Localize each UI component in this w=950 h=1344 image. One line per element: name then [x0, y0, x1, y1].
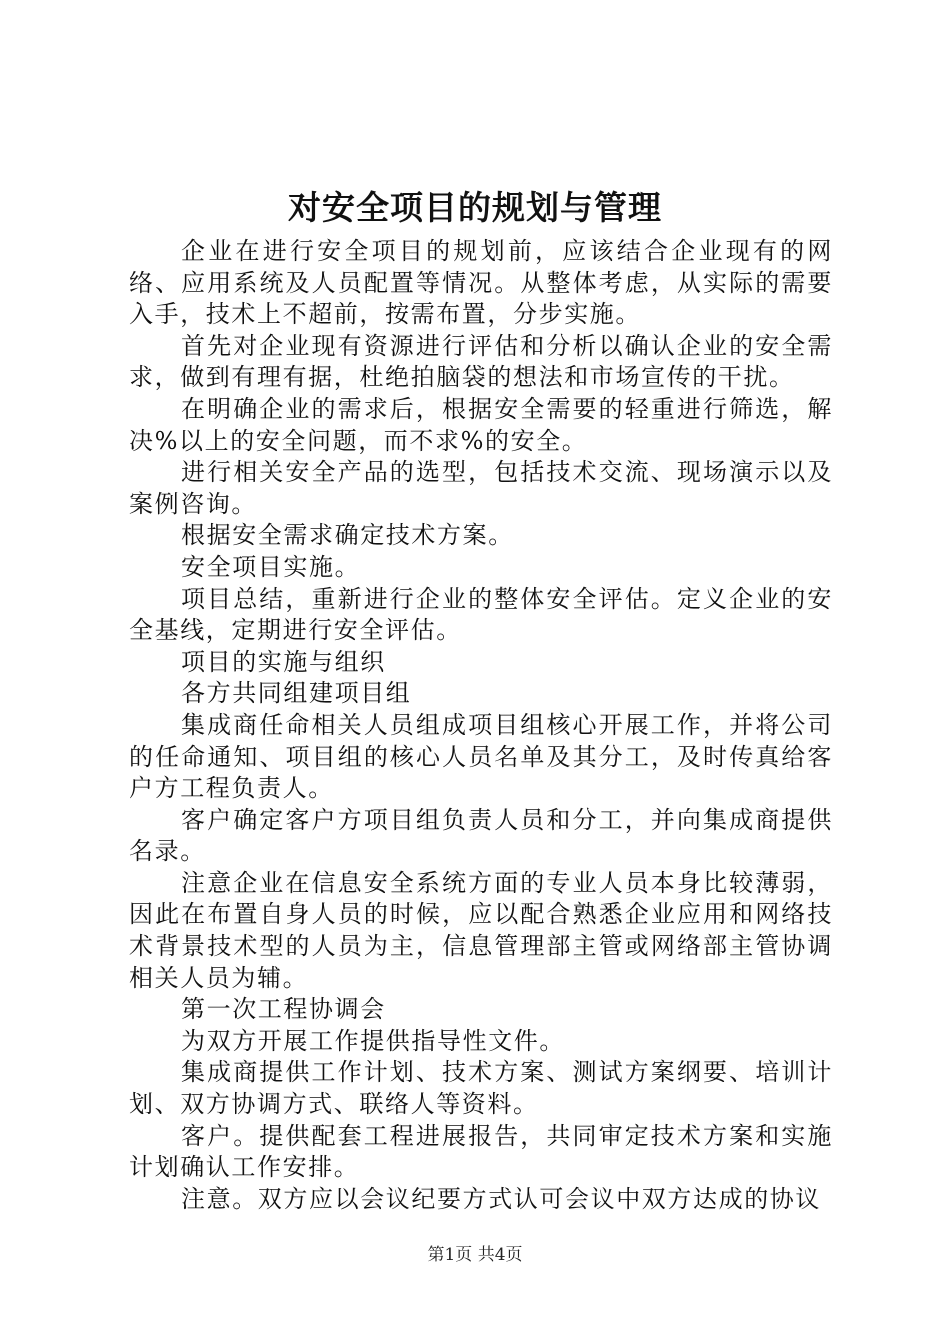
paragraph: 集成商任命相关人员组成项目组核心开展工作，并将公司的任命通知、项目组的核心人员名单及其分工，及时传真给客户方工程负责人。	[129, 710, 833, 803]
paragraph: 集成商提供工作计划、技术方案、测试方案纲要、培训计划、双方协调方式、联络人等资料。	[129, 1058, 833, 1119]
section-heading: 各方共同组建项目组	[181, 679, 412, 708]
paragraph: 客户确定客户方项目组负责人员和分工，并向集成商提供名录。	[129, 805, 833, 866]
paragraph: 企业在进行安全项目的规划前，应该结合企业现有的网络、应用系统及人员配置等情况。从整体考虑，从实际的需要入手，技术上不超前，按需布置，分步实施。	[129, 237, 833, 329]
section-heading: 项目的实施与组织	[181, 647, 386, 676]
document-body	[129, 236, 833, 1215]
paragraph: 进行相关安全产品的选型，包括技术交流、现场演示以及案例咨询。	[129, 458, 833, 518]
document-title: 对安全项目的规划与管理	[288, 188, 662, 227]
section-heading: 第一次工程协调会	[181, 995, 386, 1024]
paragraph: 首先对企业现有资源进行评估和分析以确认企业的安全需求，做到有理有据，杜绝拍脑袋的想法和市场宣传的干扰。	[129, 331, 833, 392]
paragraph: 安全项目实施。	[181, 552, 361, 581]
paragraph: 注意。双方应以会议纪要方式认可会议中双方达成的协议	[181, 1184, 821, 1213]
paragraph: 项目总结，重新进行企业的整体安全评估。定义企业的安全基线，定期进行安全评估。	[129, 584, 833, 645]
paragraph: 根据安全需求确定技术方案。	[181, 521, 514, 550]
page-footer: 第1页 共4页	[427, 1245, 523, 1265]
paragraph: 客户。提供配套工程进展报告，共同审定技术方案和实施计划确认工作安排。	[129, 1121, 833, 1182]
paragraph: 在明确企业的需求后，根据安全需要的轻重进行筛选，解决%以上的安全问题，而不求%的安全。	[129, 394, 833, 455]
paragraph: 为双方开展工作提供指导性文件。	[181, 1026, 565, 1055]
paragraph: 注意企业在信息安全系统方面的专业人员本身比较薄弱，因此在布置自身人员的时候，应以配合熟悉企业应用和网络技术背景技术型的人员为主，信息管理部主管或网络部主管协调相关人员为辅。	[129, 868, 833, 992]
